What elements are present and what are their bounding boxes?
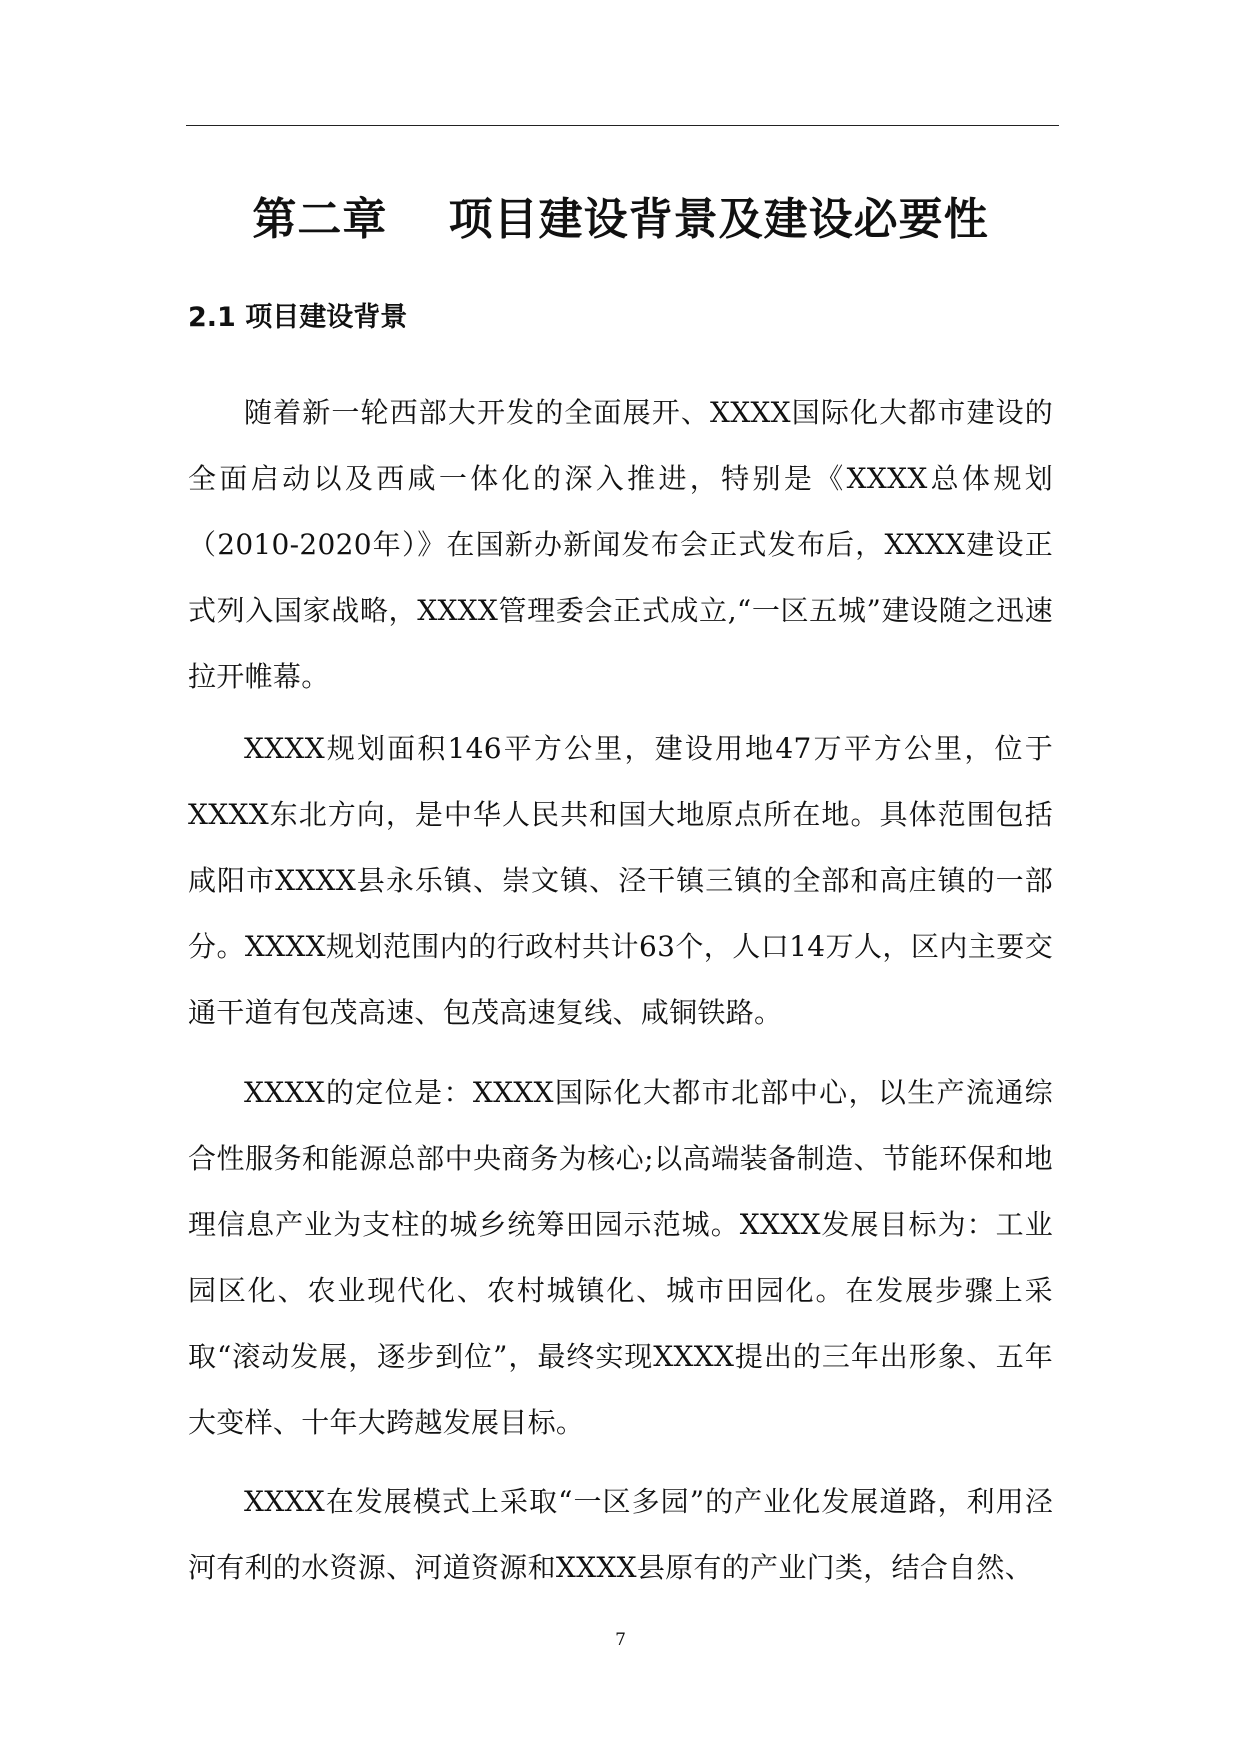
body-paragraph: XXXX的定位是：XXXX国际化大都市北部中心，以生产流通综合性服务和能源总部中央商务为核心;以高端装备制造、节能环保和地理信息产业为支柱的城乡统筹田园示范城。XXXX发展目标为：工业园区化、农业现代化、农村城镇化、城市田园化。在发展步骤上采取“滚动发展，逐步到位”，最终实现XXXX提出的三年出形象、五年大变样、十年大跨越发展目标。 [188, 1076, 1053, 1439]
header-rule [186, 125, 1059, 126]
page-number: 7 [615, 1630, 626, 1650]
body-paragraph: 随着新一轮西部大开发的全面展开、XXXX国际化大都市建设的全面启动以及西咸一体化的深入推进，特别是《XXXX总体规划（2010-2020年）》在国新办新闻发布会正式发布后，XXXX建设正式列入国家战略，XXXX管理委会正式成立,“一区五城”建设随之迅速拉开帷幕。 [188, 396, 1053, 693]
chapter-title: 第二章 项目建设背景及建设必要性 [252, 194, 989, 245]
section-heading: 2.1 项目建设背景 [188, 302, 408, 333]
body-paragraph: XXXX在发展模式上采取“一区多园”的产业化发展道路，利用泾河有利的水资源、河道资源和XXXX县原有的产业门类，结合自然、 [188, 1485, 1053, 1584]
body-paragraph: XXXX规划面积146平方公里，建设用地47万平方公里，位于XXXX东北方向，是中华人民共和国大地原点所在地。具体范围包括咸阳市XXXX县永乐镇、崇文镇、泾干镇三镇的全部和高庄镇的一部分。XXXX规划范围内的行政村共计63个，人口14万人，区内主要交通干道有包茂高速、包茂高速复线、咸铜铁路。 [188, 732, 1053, 1029]
